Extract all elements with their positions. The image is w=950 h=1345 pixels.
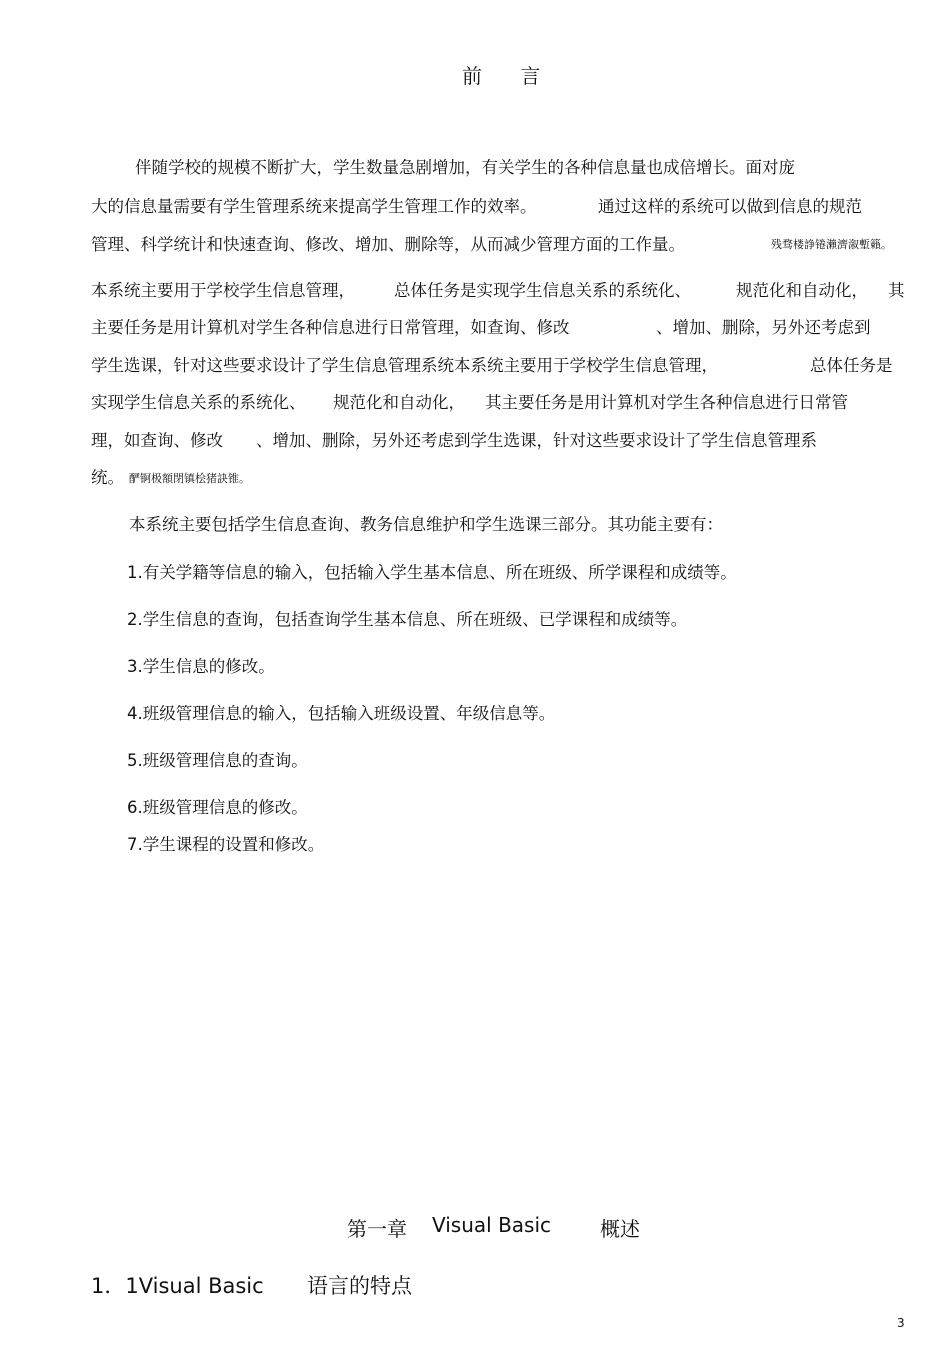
list-item-3: 3.学生信息的修改。 — [127, 657, 275, 676]
list-item-7: 7.学生课程的设置和修改。 — [127, 835, 325, 854]
para2-artifact: 酽锕极額閉镇桧猪訣锥。 — [129, 472, 250, 485]
para2-l3b: 总体任务是 — [810, 356, 893, 375]
para2-l4b: 规范化和自动化， — [333, 393, 465, 412]
para2-l5a: 理，如查询、修改 — [91, 431, 223, 450]
para2-l2a: 主要任务是用计算机对学生各种信息进行日常管理，如查询、修改 — [91, 318, 570, 337]
para2-l1a: 本系统主要用于学校学生信息管理， — [91, 281, 355, 300]
para2-l1c: 规范化和自动化， — [736, 281, 868, 300]
list-item-6: 6.班级管理信息的修改。 — [127, 798, 308, 817]
list-item-4: 4.班级管理信息的输入，包括输入班级设置、年级信息等。 — [127, 704, 556, 723]
chapter-label: 第一章 — [347, 1217, 407, 1241]
para2-l6a: 统。 — [91, 468, 124, 487]
section-title: 语言的特点 — [307, 1274, 412, 1298]
para2-l2b: 、增加、删除，另外还考虑到 — [656, 318, 871, 337]
list-item-2: 2.学生信息的查询，包括查询学生基本信息、所在班级、已学课程和成绩等。 — [127, 610, 688, 629]
para2-l3a: 学生选课，针对这些要求设计了学生信息管理系统本系统主要用于学校学生信息管理， — [91, 356, 718, 375]
para2-l1d: 其 — [888, 281, 905, 300]
para1-line1: 伴随学校的规模不断扩大，学生数量急剧增加，有关学生的各种信息量也成倍增长。面对庞 — [135, 158, 795, 177]
para1-line2a: 大的信息量需要有学生管理系统来提高学生管理工作的效率。 — [91, 197, 537, 216]
section-number: 1．1Visual Basic — [91, 1274, 264, 1298]
page-number: 3 — [897, 1316, 905, 1330]
para2-l4a: 实现学生信息关系的系统化、 — [91, 393, 306, 412]
chapter-title: 概述 — [600, 1217, 640, 1241]
para2-l5b: 、增加、删除，另外还考虑到学生选课，针对这些要求设计了学生信息管理系 — [256, 431, 817, 450]
para1-line3: 管理、科学统计和快速查询、修改、增加、删除等，从而减少管理方面的工作量。 — [91, 235, 685, 254]
chapter-subject: Visual Basic — [432, 1213, 552, 1237]
para2-l1b: 总体任务是实现学生信息关系的系统化、 — [394, 281, 691, 300]
list-item-5: 5.班级管理信息的查询。 — [127, 751, 308, 770]
para1-artifact: 残骛楼諍锩瀨濟溆塹籟。 — [771, 238, 892, 251]
para3: 本系统主要包括学生信息查询、教务信息维护和学生选课三部分。其功能主要有： — [129, 515, 723, 534]
page-title: 前 言 — [462, 64, 557, 88]
list-item-1: 1.有关学籍等信息的输入，包括输入学生基本信息、所在班级、所学课程和成绩等。 — [127, 563, 737, 582]
para2-l4c: 其主要任务是用计算机对学生各种信息进行日常管 — [485, 393, 848, 412]
para1-line2b: 通过这样的系统可以做到信息的规范 — [598, 197, 862, 216]
